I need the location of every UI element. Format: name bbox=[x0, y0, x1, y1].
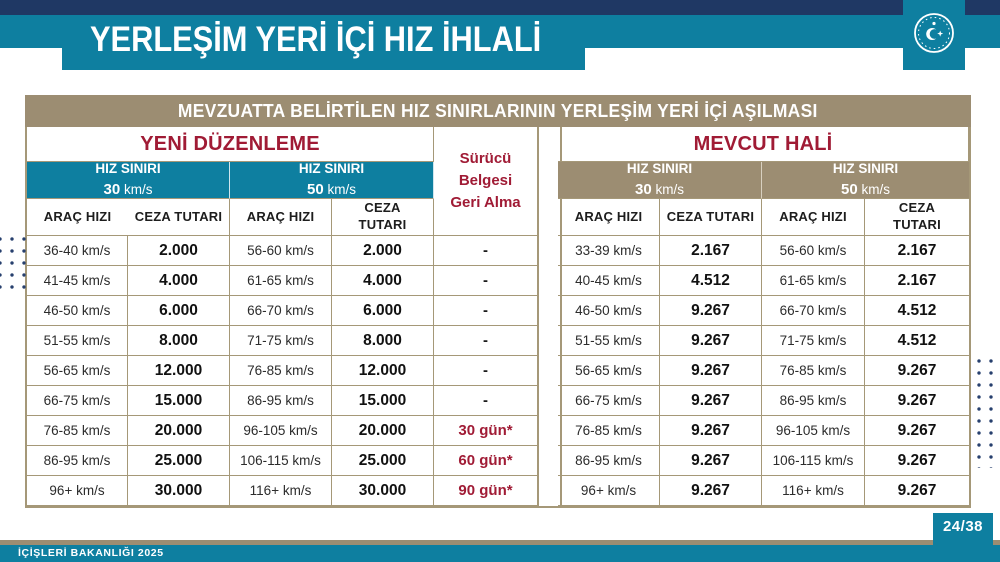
fine-amount-cell: 15.000 bbox=[128, 386, 230, 416]
speed-range-cell: 66-75 km/s bbox=[558, 386, 660, 416]
fine-amount-cell: 4.512 bbox=[660, 266, 762, 296]
speed-range-cell: 41-45 km/s bbox=[27, 266, 128, 296]
speed-limit-50-header: HIZ SINIRI 50 km/s bbox=[762, 162, 969, 199]
speed-range-cell: 96-105 km/s bbox=[230, 416, 332, 446]
speed-range-cell: 86-95 km/s bbox=[558, 446, 660, 476]
speed-range-cell: 56-65 km/s bbox=[27, 356, 128, 386]
speed-range-cell: 56-60 km/s bbox=[230, 236, 332, 266]
fine-amount-cell: 9.267 bbox=[660, 416, 762, 446]
fine-amount-cell: 4.512 bbox=[865, 326, 969, 356]
fine-amount-cell: 9.267 bbox=[660, 446, 762, 476]
new-regulation-title: YENİ DÜZENLEME bbox=[27, 127, 434, 162]
speed-range-cell: 51-55 km/s bbox=[27, 326, 128, 356]
page-number: 24/38 bbox=[942, 518, 984, 535]
fine-amount-cell: 9.267 bbox=[865, 386, 969, 416]
col-header-arac-hizi-30: ARAÇ HIZI bbox=[558, 199, 660, 236]
fine-amount-cell: 4.512 bbox=[865, 296, 969, 326]
license-revocation-cell: - bbox=[434, 266, 537, 296]
speed-range-cell: 61-65 km/s bbox=[762, 266, 865, 296]
fine-amount-cell: 20.000 bbox=[128, 416, 230, 446]
fine-amount-cell: 6.000 bbox=[332, 296, 434, 326]
fine-amount-cell: 2.167 bbox=[660, 236, 762, 266]
fine-amount-cell: 9.267 bbox=[660, 326, 762, 356]
fine-amount-cell: 9.267 bbox=[865, 446, 969, 476]
footer-label: İÇİŞLERİ BAKANLIĞI 2025 bbox=[18, 547, 164, 559]
fine-amount-cell: 9.267 bbox=[865, 356, 969, 386]
speed-range-cell: 76-85 km/s bbox=[27, 416, 128, 446]
license-revocation-header: Sürücü Belgesi Geri Alma bbox=[434, 127, 537, 236]
dot-grid-decoration-left bbox=[0, 233, 27, 291]
fine-amount-cell: 12.000 bbox=[128, 356, 230, 386]
page-title: YERLEŞİM YERİ İÇİ HIZ İHLALİ bbox=[90, 20, 542, 59]
col-header-ceza-tutari-50: CEZA TUTARI bbox=[332, 199, 434, 236]
speed-range-cell: 71-75 km/s bbox=[230, 326, 332, 356]
fine-amount-cell: 9.267 bbox=[660, 356, 762, 386]
ministry-logo-tile bbox=[903, 0, 965, 70]
speed-range-cell: 106-115 km/s bbox=[230, 446, 332, 476]
fine-amount-cell: 9.267 bbox=[865, 476, 969, 506]
speed-range-cell: 33-39 km/s bbox=[558, 236, 660, 266]
table-title-bar bbox=[25, 95, 971, 127]
speed-range-cell: 76-85 km/s bbox=[558, 416, 660, 446]
speed-limit-50-header: HIZ SINIRI 50 km/s bbox=[230, 162, 434, 199]
speed-range-cell: 61-65 km/s bbox=[230, 266, 332, 296]
col-header-arac-hizi-30: ARAÇ HIZI bbox=[27, 199, 128, 236]
speed-range-cell: 46-50 km/s bbox=[27, 296, 128, 326]
speed-range-cell: 116+ km/s bbox=[230, 476, 332, 506]
license-revocation-cell: - bbox=[434, 296, 537, 326]
speed-range-cell: 96-105 km/s bbox=[762, 416, 865, 446]
fine-amount-cell: 12.000 bbox=[332, 356, 434, 386]
speed-range-cell: 96+ km/s bbox=[558, 476, 660, 506]
fine-amount-cell: 30.000 bbox=[332, 476, 434, 506]
current-state-title: MEVCUT HALİ bbox=[558, 127, 969, 162]
speed-range-cell: 66-70 km/s bbox=[230, 296, 332, 326]
fine-amount-cell: 6.000 bbox=[128, 296, 230, 326]
table-title: MEVZUATTA BELİRTİLEN HIZ SINIRLARININ YERLEŞİM YERİ İÇİ AŞILMASI bbox=[178, 100, 818, 121]
col-header-arac-hizi-50: ARAÇ HIZI bbox=[762, 199, 865, 236]
speed-range-cell: 46-50 km/s bbox=[558, 296, 660, 326]
speed-limit-30-header: HIZ SINIRI 30 km/s bbox=[558, 162, 762, 199]
license-revocation-cell: - bbox=[434, 326, 537, 356]
fine-amount-cell: 8.000 bbox=[128, 326, 230, 356]
fine-amount-cell: 30.000 bbox=[128, 476, 230, 506]
speed-range-cell: 40-45 km/s bbox=[558, 266, 660, 296]
license-revocation-cell: 60 gün* bbox=[434, 446, 537, 476]
license-revocation-cell: 90 gün* bbox=[434, 476, 537, 506]
speed-range-cell: 86-95 km/s bbox=[230, 386, 332, 416]
col-header-arac-hizi-50: ARAÇ HIZI bbox=[230, 199, 332, 236]
speed-range-cell: 76-85 km/s bbox=[762, 356, 865, 386]
fine-amount-cell: 2.167 bbox=[865, 266, 969, 296]
page-number-badge bbox=[933, 513, 993, 562]
speed-range-cell: 51-55 km/s bbox=[558, 326, 660, 356]
speed-range-cell: 116+ km/s bbox=[762, 476, 865, 506]
speed-range-cell: 66-75 km/s bbox=[27, 386, 128, 416]
speed-limit-30-header: HIZ SINIRI 30 km/s bbox=[27, 162, 230, 199]
speed-range-cell: 66-70 km/s bbox=[762, 296, 865, 326]
fine-amount-cell: 9.267 bbox=[865, 416, 969, 446]
speed-range-cell: 76-85 km/s bbox=[230, 356, 332, 386]
current-state-table bbox=[558, 127, 969, 506]
speed-range-cell: 86-95 km/s bbox=[762, 386, 865, 416]
col-header-ceza-tutari-30: CEZA TUTARI bbox=[128, 199, 230, 236]
col-header-ceza-tutari-50: CEZA TUTARI bbox=[865, 199, 969, 236]
fine-amount-cell: 15.000 bbox=[332, 386, 434, 416]
license-revocation-cell: - bbox=[434, 386, 537, 416]
col-header-ceza-tutari-30: CEZA TUTARI bbox=[660, 199, 762, 236]
license-revocation-cell: - bbox=[434, 236, 537, 266]
fine-amount-cell: 2.000 bbox=[332, 236, 434, 266]
top-navy-bar bbox=[0, 0, 1000, 15]
fine-amount-cell: 9.267 bbox=[660, 386, 762, 416]
dot-grid-decoration-right bbox=[973, 355, 1000, 468]
ministry-emblem-icon bbox=[913, 12, 955, 54]
fine-amount-cell: 25.000 bbox=[332, 446, 434, 476]
speed-range-cell: 106-115 km/s bbox=[762, 446, 865, 476]
speed-range-cell: 56-60 km/s bbox=[762, 236, 865, 266]
speed-range-cell: 56-65 km/s bbox=[558, 356, 660, 386]
fine-amount-cell: 8.000 bbox=[332, 326, 434, 356]
speed-range-cell: 86-95 km/s bbox=[27, 446, 128, 476]
license-revocation-cell: 30 gün* bbox=[434, 416, 537, 446]
speed-range-cell: 36-40 km/s bbox=[27, 236, 128, 266]
speed-range-cell: 96+ km/s bbox=[27, 476, 128, 506]
fine-amount-cell: 25.000 bbox=[128, 446, 230, 476]
fine-amount-cell: 9.267 bbox=[660, 476, 762, 506]
license-revocation-cell: - bbox=[434, 356, 537, 386]
fine-amount-cell: 20.000 bbox=[332, 416, 434, 446]
fine-amount-cell: 9.267 bbox=[660, 296, 762, 326]
speed-range-cell: 71-75 km/s bbox=[762, 326, 865, 356]
fine-amount-cell: 4.000 bbox=[128, 266, 230, 296]
new-regulation-table bbox=[27, 127, 537, 506]
fine-amount-cell: 4.000 bbox=[332, 266, 434, 296]
fine-amount-cell: 2.000 bbox=[128, 236, 230, 266]
fine-amount-cell: 2.167 bbox=[865, 236, 969, 266]
